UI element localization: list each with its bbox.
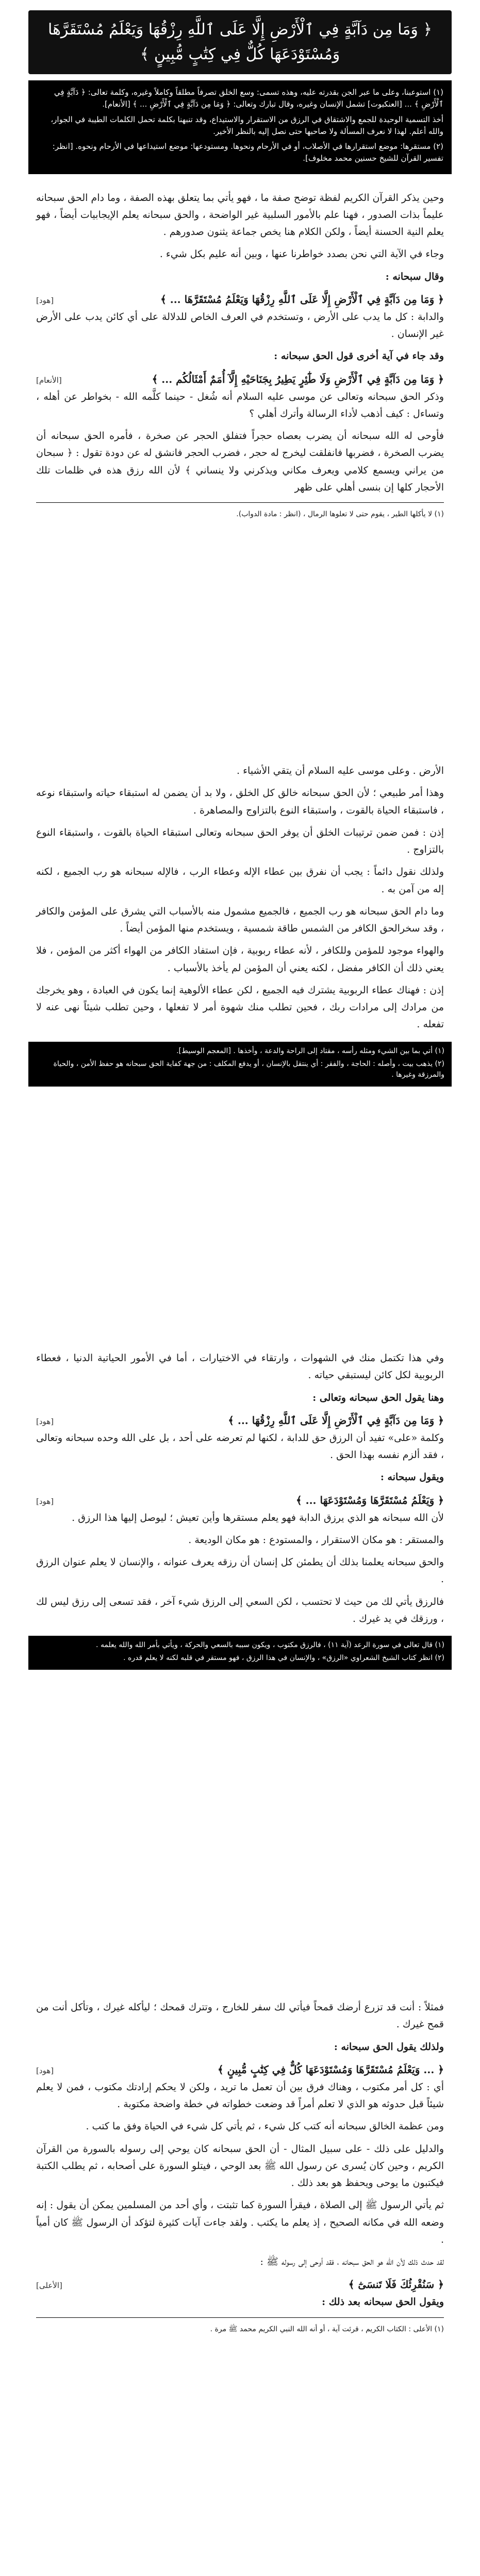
- paragraph: فمثلاً : أنت قد تزرع أرضك قمحاً فيأتي لك سفر للخارج ، وتترك قمحك ؛ ليأكله غيرك ، وتأكل أنت من قمح غيرك .: [36, 2002, 444, 2030]
- paragraph: وفي هذا تكتمل منك في الشهوات ، وارتقاء في الاختيارات ، أما في الأمور الحياتية الدنيا ، فعطاء الربوبية لكل كائن ليستبقي حياته .: [36, 1352, 444, 1381]
- paragraph: وجاء في الآية التي نحن بصدد خواطرنا عنها ، وبين أنه عليم بكل شيء .: [159, 248, 444, 260]
- note: (١) استوعبنا، وعلى ما عبر الجن بقدرته عليه، وهذه تسمى: وسع الخلق تصرفاً مطلقاً وكاملاً وغيره، وكلمة تعالى: ﴿ دَآبَّةٍ فِي ٱلْأَرْضِ ﴾ ... [العنكبوت] تشمل الإنسان وغيره، وقال تبارك وتعالى: ﴿ وَمَا مِن دَآبَّةٍ فِي ٱلْأَرْضِ ... ﴾ [الأنعام].: [54, 88, 443, 109]
- paragraph: وكلمة «على» تفيد أن الرزق حق للدابة ، لكنها لم تعرضه على أحد ، بل على الله وحده سبحانه وتعالى ، فقد ألزم نفسه بهذا الحق .: [36, 1432, 444, 1461]
- footnotes-box: [28, 1042, 452, 1087]
- paragraph: لأن الله سبحانه هو الذي يرزق الدابة فهو يعلم مستقرها وأين تعيش ؛ ليوصل إليها هذا الرزق .: [72, 1512, 444, 1523]
- paragraph: لقد حدث ذلك لأن الله هو الحق سبحانه ، فقد أوحى إلى رسوله ﷺ :: [260, 2256, 444, 2267]
- note: أخذ التسمية الوحيدة للجمع والاشتقاق في الرزق من الاستقرار والاستيداع، وقد تنبهنا بكلمة تحمل الكلمات الطيبة في الجوار، والله أعلم. لهذا لا نعرف المسألة ولا صاحبها حتى نصل إليه بالنظر الأخير.: [51, 114, 443, 136]
- commentary: [36, 190, 444, 497]
- paragraph: ومن عظمة الخالق سبحانه أنه كتب كل شيء ، ثم يأتي كل شيء في الحياة وفق ما كتب .: [86, 2121, 444, 2132]
- commentary: [36, 762, 444, 1033]
- footnote: (١) أتي بما بين الشيء ومثله رأسه ، مقتاد إلى الراحة والدعة ، وأخذها . [المعجم الوسيط].: [176, 1046, 444, 1055]
- quote-reference: [الأعلى]: [36, 2281, 62, 2291]
- paragraph: وحين يذكر القرآن الكريم لفظة توضح صفة ما ، فهو يأتي بما يتعلق بهذه الصفة ، وما دام الحق سبحانه عليماً بذات الصدور ، فهنا علم بالأمور السلبية غير الواضحة ، والحق سبحانه يعلم الإيجابيات أيضاً ، فهو يعلم النية الحسنة أيضاً ، ولكن الكلام هنا يخص جماعة يثنون صدورهم .: [36, 192, 444, 238]
- quote-reference: [هود]: [36, 1416, 54, 1426]
- quran-quote: [36, 291, 444, 309]
- footnote: (١) قال تعالى في سورة الرعد (آية ١١) ، فالرزق مكتوب ، ويكون سببه بالسعي والحركة ، ويأتي بأمر الله والله يعلمه .: [96, 1641, 444, 1649]
- quote-reference: [هود]: [36, 1496, 54, 1506]
- quran-quote: [36, 1412, 444, 1430]
- quote-reference: [الأنعام]: [36, 375, 62, 385]
- paragraph: أي : كل أمر مكتوب ، وهناك فرق بين أن تعمل ما تريد ، ولكن لا يحكم إرادتك مكتوب ، فمن لا يعلم شيئاً قبل حدوثه هو الذي لا تعلم أمراً قد وضعت خطواته في خطة واضحة مكتوبة .: [36, 2081, 444, 2110]
- paragraph: والهواء موجود للمؤمن وللكافر ، لأنه عطاء ربوبية ، فإن استفاد الكافر من الهواء أكثر من المؤمن ، فلا يعني ذلك أن الكافر مفضل ، لكنه يعني أن المؤمن لم يأخذ بالأسباب .: [36, 945, 444, 974]
- paragraph: فأوحى له الله سبحانه أن يضرب بعصاه حجراً فتفلق الحجر عن صخرة ، فأمره الحق سبحانه أن يضرب الصخرة ، فضربها فانفلقت ليخرج له حجر ، فضرب الحجر فانشق له عن دودة تقول : ﴿ سبحان من يراني ويسمع كلامي ويعرف مكاني ويذكرني ولا ينساني ﴾ لأن الله رزق هذه في ظلمات تلك الأحجار كلها إن بنسى أهلي على ظهر: [36, 430, 444, 493]
- quote-text: ﴿ وَمَا مِن دَآبَّةٍ فِي ٱلْأَرْضِ إِلَّا عَلَى ٱللَّهِ رِزْقُهَا ... ﴾: [228, 1414, 444, 1427]
- paragraph: وما دام الحق سبحانه هو رب الجميع ، فالجميع مشمول منه بالأسباب التي يشرق على المؤمن والكافر ، وقد سخرالحق الكافر من الشمس طاقة شمسية ، ويستخدم منها المؤمن أيضاً .: [36, 905, 444, 934]
- paragraph: ولذلك نقول دائماً : يجب أن نفرق بين عطاء الإله وعطاء الرب ، فالإله سبحانه هو رب الجميع ، لكنه إله من آمن به .: [36, 866, 444, 895]
- page-4: [0, 1999, 480, 2337]
- footnote: (٢) انظر كتاب الشيخ الشعراوي «الرزق» ، والإنسان في هذا الرزق ، فهو مستقر في قلبه لكنه لا يعلم قدره .: [123, 1654, 444, 1662]
- quran-quote: [36, 1492, 444, 1510]
- say-label: ويقول سبحانه :: [380, 1471, 444, 1483]
- quote-text: ﴿ سَنُقْرِئُكَ فَلَا تَنسَىٰٓ ﴾: [348, 2278, 444, 2291]
- quote-text: ﴿ ... وَيَعْلَمُ مُسْتَقَرَّهَا وَمُسْتَوْدَعَهَا كُلٌّ فِي كِتَٰبٍ مُّبِينٍ ﴾: [217, 2063, 444, 2076]
- say-label: ويقول الحق سبحانه بعد ذلك :: [322, 2296, 444, 2308]
- note: (٢) مستقرها: موضع استقرارها في الأصلاب، أو في الأرحام ونحوها. ومستودعها: موضع استيداعها في الأرحام ونحوه. [انظر: تفسير القرآن للشيخ حسنين محمد مخلوف].: [52, 142, 443, 163]
- footnote: (٢) يذهب بيت ، وأصله : الحاجة ، والفقر : أي ينتقل بالإنسان ، أو يدفع المكلف : من جهة كفاية الحق سبحانه هو حفظ الأمن ، والحياة والمرزقة وغيرها .: [53, 1059, 444, 1079]
- quran-quote: [36, 2061, 444, 2079]
- page-3: [0, 1350, 480, 1670]
- paragraph: فالرزق يأتي لك من حيث لا تحتسب ، لكن السعي إلى الرزق شيء آخر ، فقد تسعى إلى رزق ليس لك ، ورزقك في يد غيرك .: [36, 1596, 444, 1624]
- footnote: (١) الأعلى : الكتاب الكريم ، قرئت آية ، أو أنه الله النبي الكريم محمد ﷺ مرة .: [210, 2325, 444, 2333]
- paragraph: وذكر الحق سبحانه وتعالى عن موسى عليه السلام أنه شُغل - حينما كلَّمه الله - بخواطر عن أهله ، وتساءل : كيف أذهب لأداء الرسالة وأترك أهلي ؟: [36, 391, 444, 419]
- notes-box: [28, 80, 452, 174]
- say-label: وهنا يقول الحق سبحانه وتعالى :: [312, 1392, 444, 1403]
- page-1: [0, 10, 480, 522]
- paragraph: والدابة : كل ما يدب على الأرض ، وتستخدم في العرف الخاص للدلالة على أي كائن يدب على الأرض غير الإنسان .: [36, 311, 444, 340]
- paragraph: ثم يأتي الرسول ﷺ إلى الصلاة ، فيقرأ السورة كما تثبتت ، وأي أحد من المسلمين يمكن أن يقول : إنه وضعه الله في مكانه الصحيح ، إذ يعلم ما يكتب . ولقد جاءت آيات كثيرة لتؤكد أن الرسول ﷺ كان أمياً .: [36, 2199, 444, 2245]
- quran-quote: [36, 370, 444, 388]
- say-label: ولذلك يقول الحق سبحانه :: [334, 2041, 444, 2053]
- quote-text: ﴿ وَيَعْلَمُ مُسْتَقَرَّهَا وَمُسْتَوْدَعَهَا ... ﴾: [295, 1494, 444, 1506]
- paragraph: إذن : فمن ضمن ترتيبات الخلق أن يوفر الحق سبحانه وتعالى استبقاء الحياة بالقوت ، واستبقاء النوع بالتزاوج .: [36, 826, 444, 855]
- paragraph: وهذا أمر طبيعي ؛ لأن الحق سبحانه خالق كل الخلق ، ولا بد أن يضمن له استبقاء حياته واستبقاء نوعه ، فاستبقاء الحياة بالقوت ، واستبقاء النوع بالتزاوج والمصاهرة .: [36, 787, 444, 816]
- commentary: [36, 1350, 444, 1628]
- page-2: [0, 762, 480, 1087]
- commentary: [36, 1999, 444, 2311]
- quote-reference: [هود]: [36, 2065, 54, 2075]
- quote-text: ﴿ وَمَا مِن دَآبَّةٍ فِي ٱلْأَرْضِ إِلَّا عَلَى ٱللَّهِ رِزْقُهَا وَيَعْلَمُ مُسْتَقَرَّهَا ... ﴾: [160, 293, 444, 306]
- footnote: (١) لا يأكلها الطير ، يقوم حتى لا تعلوها الرمال ، (انظر : مادة الدواب).: [236, 510, 444, 518]
- footnote-divider: [36, 502, 444, 503]
- quran-quote: [36, 2276, 444, 2294]
- quote-reference: [هود]: [36, 295, 54, 305]
- quote-text: ﴿ وَمَا مِن دَآبَّةٍ فِي ٱلْأَرْضِ وَلَا طَٰٓئِرٍ يَطِيرُ بِجَنَاحَيْهِ إِلَّآ أُمَمٌ أَمْثَالُكُم ... ﴾: [152, 372, 444, 385]
- footnotes: [36, 2324, 444, 2335]
- footnotes: [36, 509, 444, 520]
- paragraph: والحق سبحانه يعلمنا بذلك أن يطمئن كل إنسان أن رزقه يعرف عنوانه ، والإنسان لا يعلم عنوان الرزق .: [36, 1556, 444, 1585]
- paragraph: والدليل على ذلك - على سبيل المثال - أن الحق سبحانه كان يوحي إلى رسوله بالسورة من القرآن الكريم ، وحين كان يُسرى عن رسول الله ﷺ بعد الوحي ، فيتلو السورة على أصحابه ، ثم يطلب الكتبة فيكتبون ما يوحى ويحفظ هو بعد ذلك .: [36, 2143, 444, 2189]
- say-label: وقال سبحانه :: [385, 270, 444, 282]
- say-label: وقد جاء في آية أخرى قول الحق سبحانه :: [274, 350, 444, 362]
- verse-header: ﴿ وَمَا مِن دَآبَّةٍ فِي ٱلْأَرْضِ إِلَّا عَلَى ٱللَّهِ رِزْقُهَا وَيَعْلَمُ مُسْتَقَرَّهَا وَمُسْتَوْدَعَهَا كُلٌّ فِي كِتَٰبٍ مُّبِينٍ ﴾: [28, 10, 452, 74]
- paragraph: والمستقر : هو مكان الاستقرار ، والمستودع : هو مكان الوديعة .: [188, 1534, 444, 1546]
- footnote-divider: [36, 2317, 444, 2318]
- paragraph: الأرض . وعلى موسى عليه السلام أن يتقي الأشياء .: [237, 765, 444, 776]
- paragraph: إذن : فهناك عطاء الربوبية يشترك فيه الجميع ، لكن عطاء الألوهية إنما يكون في العبادة ، وهو يخرجك من مرادك إلى مرادات ربك ، فحين تطلب منك شهوة أمر لا تفعلها ، وحين تطلب شيئاً نهى عنه لا تفعله .: [36, 984, 444, 1030]
- footnotes-box: [28, 1636, 452, 1670]
